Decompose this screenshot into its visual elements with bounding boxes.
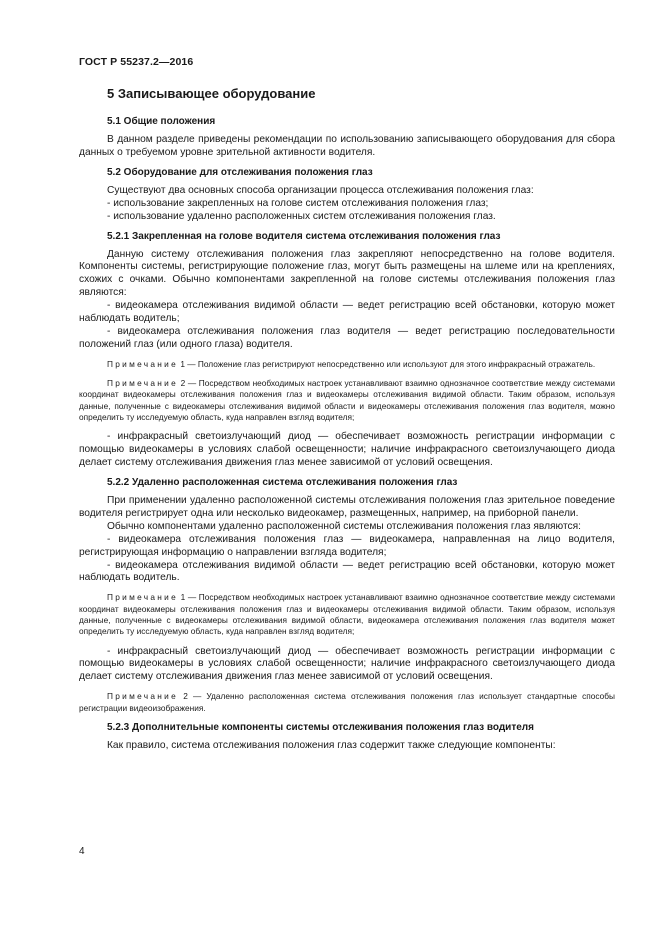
note-text: 1 — Посредством необходимых настроек устанавливают взаимно однозначное соответствие между системами координат видеокамеры отслеживания положения глаз и видеокамеры отслеживания видимой области. Таким образом, используя данные, полученные с видеокамеры отслеживания видимой области, видеокамера отслеживания положения глаз водителя может определить ту исследуемую область, куда направлен взгляд водителя;: [79, 592, 615, 637]
note-label: Примечание: [107, 358, 179, 369]
section-5-2-2-title: 5.2.2 Удаленно расположенная система отслеживания положения глаз: [107, 476, 458, 488]
section-5-2-1-paragraph: Данную систему отслеживания положения глаз закрепляют непосредственно на голове водителя. Компоненты системы, регистрирующие положение глаз, могут быть размещены на шлеме или на креплениях, схожих с очками. Обычно компонентами закрепленной на голове системы отслеживания положения глаз являются:: [79, 248, 615, 299]
section-5-1-title: 5.1 Общие положения: [107, 116, 216, 127]
page-number: 4: [79, 846, 85, 857]
section-5-1-paragraph: В данном разделе приведены рекомендации по использованию записывающего оборудования для сбора данных о требуемом уровне зрительной активности водителя.: [79, 134, 615, 158]
section-5-2-2-list-item: - видеокамера отслеживания видимой области — ведет регистрацию всей обстановки, которую может наблюдать водитель.: [79, 559, 615, 584]
section-5-2-1-list-item: - видеокамера отслеживания положения глаз водителя — ведет регистрацию последовательности положений глаз (или одного глаза) водителя.: [79, 325, 615, 350]
note-text: 2 — Посредством необходимых настроек устанавливают взаимно однозначное соответствие между системами координат видеокамеры отслеживания положения глаз и видеокамеры отслеживания видимой области. Таким образом, используя данные, полученные с видеокамеры отслеживания видимой области и видеокамеры отслеживания положения глаз водителя, можно определить ту исследуемую область, куда направлен взгляд водителя;: [79, 378, 615, 422]
section-5-2-3-title: 5.2.3 Дополнительные компоненты системы отслеживания положения глаз водителя: [107, 721, 534, 733]
section-5-2-1-list-item: - видеокамера отслеживания видимой области — ведет регистрацию всей обстановки, которую может наблюдать водитель;: [79, 300, 615, 325]
standard-code: ГОСТ Р 55237.2—2016: [79, 56, 194, 68]
section-5-2-2-note-2: [79, 691, 615, 714]
section-5-2-list-item: - использование закрепленных на голове систем отслеживания положения глаз;: [107, 197, 489, 209]
document-page: [79, 56, 615, 753]
section-5-2-paragraph: Существуют два основных способа организации процесса отслеживания положения глаз:: [107, 184, 534, 196]
section-5-2-list-item: - использование удаленно расположенных систем отслеживания положения глаз.: [107, 210, 496, 222]
section-5-2-1-list-item: - инфракрасный светоизлучающий диод — обеспечивает возможность регистрации информации с помощью видеокамеры в условиях слабой освещенности; наличие инфракрасного светоизлучающего диода делает систему отслеживания движения глаз менее зависимой от условий освещения.: [79, 431, 615, 469]
section-5-2-2-note-1: [79, 592, 615, 637]
section-5-title: 5 Записывающее оборудование: [107, 86, 316, 101]
section-5-2-title: 5.2 Оборудование для отслеживания положения глаз: [107, 166, 373, 178]
section-5-2-2-paragraph: Обычно компонентами удаленно расположенной системы отслеживания положения глаз являются:: [107, 520, 581, 532]
section-5-2-1-note-1: [79, 359, 615, 370]
note-label: Примечание: [107, 592, 179, 603]
section-5-2-2-list-item: - видеокамера отслеживания положения глаз — видеокамера, направленная на лицо водителя, регистрирующая информацию о направлении взгляда водителя;: [79, 533, 615, 558]
section-5-2-2-paragraph: При применении удаленно расположенной системы отслеживания положения глаз зрительное поведение водителя регистрирует одна или несколько видеокамер, размещенных, например, на приборной панели.: [79, 494, 615, 519]
section-5-2-2-list-item: - инфракрасный светоизлучающий диод — обеспечивает возможность регистрации информации с помощью видеокамеры в условиях слабой освещенности; наличие инфракрасного светоизлучающего диода делает систему отслеживания движения глаз менее зависимой от условий освещения.: [79, 645, 615, 683]
section-5-2-1-note-2: [79, 378, 615, 423]
note-label: Примечание: [107, 691, 179, 702]
note-label: Примечание: [107, 378, 179, 389]
section-5-2-1-title: 5.2.1 Закрепленная на голове водителя система отслеживания положения глаз: [107, 230, 501, 242]
note-text: 1 — Положение глаз регистрируют непосредственно или используют для этого инфракрасный отражатель.: [178, 358, 596, 369]
section-5-2-3-paragraph: Как правило, система отслеживания положения глаз содержит также следующие компоненты:: [107, 739, 556, 751]
note-text: 2 — Удаленно расположенная система отслеживания положения глаз использует стандартные способы регистрации видеоизображения.: [79, 691, 615, 713]
